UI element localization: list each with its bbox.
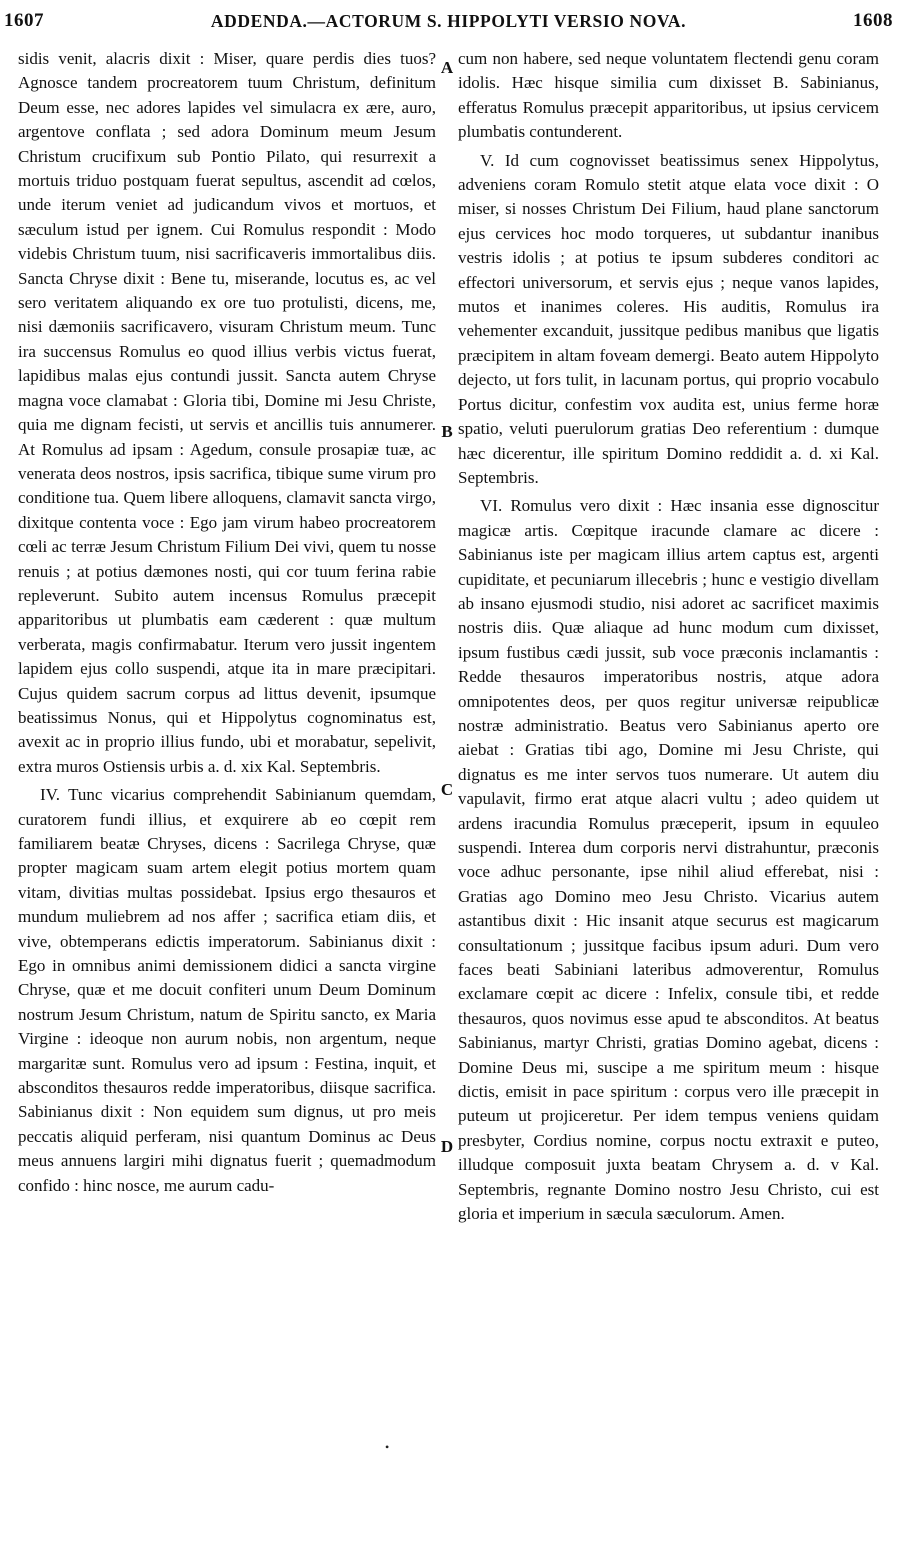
left-column xyxy=(18,47,436,1537)
page-number-left: 1607 xyxy=(4,10,44,31)
page-header xyxy=(0,0,897,40)
right-paragraph-section-vi: VI. Romulus vero dixit : Hæc insania esse dignoscitur magicæ artis. Cœpitque iracunde clamare ac dicere : Sabinianus iste per magicam illius artem captus est, argenti cupiditate, et pecuniarum illecebris ; hunc e vestigio divellam ab insano ejusmodi studio, nisi adoret ac sacrificet maximis nostris diis. Quæ aliaque ad hunc modum cum dixisset, ipsum fustibus cædi jussit, sub voce præconis inclamantis : Redde thesauros imperatoribus nostris, atque adora omnipotentes deos, per quos regitur universæ reipublicæ nostræ administratio. Beatus vero Sabinianus aperto ore aiebat : Gratias tibi ago, Domine mi Jesu Christe, qui dignatus es me inter servos tuos numerare. Ut autem diu vapulavit, firmo erat atque alacri vultu ; adeo quidem ut ardens iracundia Romulus præceperit, ipsum in equuleo suspendi. Interea dum corporis nervi distrahuntur, præconis voce adhuc personante, ipse nihil aliud efferebat, nisi : Gratias ago Domino meo Jesu Christo. Vicarius autem astantibus dixit : Hic insanit atque securus est magicarum consultationum ; jussitque facibus ipsum aduri. Dum vero faces beati Sabiniani lateribus admoverentur, Romulus exclamare cœpit ac dicere : Infelix, consule tibi, et redde thesauros, quos novimus esse apud te absconditos. At beatus Sabinianus, martyr Christi, gratias Domino agebat, dicens : Domine Deus mi, suscipe a me spiritum meum : hisque dictis, emisit in pace spiritum : corpus vero ille præcepit in puteum ut projiceretur. Per idem tempus veniens quidam presbyter, Cordius nomine, corpus noctu extraxit e puteo, illudque composuit juxta beatam Chrysem a. d. v Kal. Septembris, regnante Domino nostro Jesu Christo, cui est gloria et imperium in sæcula sæculorum. Amen. xyxy=(458,496,879,1224)
right-paragraph-section-v: V. Id cum cognovisset beatissimus senex Hippolytus, adveniens coram Romulo stetit atque elata voce dixit : O miser, si nosses Christum Dei Filium, haud plane sanctorum ejus cervices hoc modo torqueres, ut subdantur inanibus vestris idolis ; at potius te ipsum subderes conditori ac effectori universorum, et servis ejus ; neque vanos lapides, mutos et inanimes coleres. His auditis, Romulus ira vehementer excanduit, jussitque pedibus manibus que ligatis præcipitem in altam foveam demergi. Beato autem Hippolyto dejecto, ut fors tulit, in lacunam portus, qui proprio vocabulo Portus dicitur, confestim vox audita est, unius ferme horæ spatio, veluti puerulorum gratias Deo referentium : dumque hæc dicerentur, ille spiritum Domino reddidit a. d. xi Kal. Septembris. xyxy=(458,150,879,487)
margin-letter-d: D xyxy=(440,1137,454,1156)
page-number-right: 1608 xyxy=(853,10,893,31)
right-column xyxy=(458,47,879,1537)
right-paragraph-continuation: cum non habere, sed neque voluntatem flectendi genu coram idolis. Hæc hisque similia cum dixisset B. Sabinianus, efferatus Romulus præcepit apparitoribus, ut ipsius cervicem plumbatis contunderent. xyxy=(458,49,879,142)
margin-letter-b: B xyxy=(441,422,453,441)
running-title: ADDENDA.—ACTORUM S. HIPPOLYTI VERSIO NOVA. xyxy=(210,11,687,31)
margin-letter-c: C xyxy=(440,780,454,799)
print-speck: • xyxy=(385,1440,390,1454)
margin-letter-a: A xyxy=(440,58,454,77)
left-paragraph-section-iv: IV. Tunc vicarius comprehendit Sabinianum quemdam, curatorem fundi illius, et exquirere ab eo cœpit rem familiarem beatæ Chryses, dicens : Sacrilega Chryse, quæ propter magicam suam artem elegit potius mortem quam vitam, divitias multas possidebat. Ipsius ergo thesauros et mundum muliebrem ad nos affer ; sacrifica etiam diis, et vive, obtemperans edictis imperatorum. Sabinianus dixit : Ego in omnibus animi demissionem didici a sancta virgine Chryse, quæ et me docuit confiteri unum Deum Dominum nostrum Jesum Christum, natum de Spiritu sancto, ex Maria Virgine : ideoque non aurum nobis, non argentum, neque margaritæ sunt. Romulus vero ad ipsum : Festina, inquit, et absconditos thesauros redde imperatoribus, diisque sacrifica. Sabinianus dixit : Non equidem sum dignus, ut pro meis peccatis aliquid perferam, nisi quantum Dominus ac Deus meus annuens largiri mihi dignatus fuerit ; quemadmodum confido : hinc nosce, me aurum cadu- xyxy=(18,785,436,1195)
left-paragraph-continuation: sidis venit, alacris dixit : Miser, quare perdis dies tuos? Agnosce tandem procreatorem tuum Christum, definitum Deum esse, nec adores lapides vel simulacra ex ære, auro, argentove conflata ; sed adora Dominum meum Jesum Christum crucifixum sub Pontio Pilato, qui resurrexit a mortuis triduo postquam fuerat sepultus, ascendit ad cœlos, unde iterum veniet ad judicandum vivos et mortuos, et sæculum istud per ignem. Cui Romulus respondit : Modo videbis Christum tuum, nisi sacrificaveris immortalibus diis. Sancta Chryse dixit : Bene tu, miserande, locutus es, ac vel sero veritatem aliquando ex ore tuo protulisti, dicens, me, nisi dæmoniis sacrificavero, visuram Christum meum. Tunc ira succensus Romulus eo quod illius verbis victus fuerat, lapidibus malas ejus contundi jussit. Sancta autem Chryse magna voce clamabat : Gloria tibi, Domine mi Jesu Christe, quia me dignam fecisti, ut servis et ancillis tuis annumerer. At Romulus ad ipsam : Agedum, consule prosapiæ tuæ, ac venerata deos nostros, ipsis sacrifica, tibique sume virum pro conditione tua. Quem libere alloquens, clamavit sancta virgo, dixitque contenta voce : Ego jam virum habeo procreatorem cœli ac terræ Jesum Christum Filium Dei vivi, quem tu nosse renuis ; at potius dæmones nosti, qui cor tuum ferina rabie repleverunt. Subito autem incensus Romulus præcepit apparitoribus ut plumbatis eam cæderent : quæ multum verberata, magis confirmabatur. Iterum vero jussit ingentem lapidem ejus collo suspendi, atque ita in mare præcipitari. Cujus quidem sacrum corpus ad littus devenit, ipsumque beatissimus Nonus, qui et Hippolytus cognominatus est, avexit ac in proprio illius fundo, ubi et morabatur, sepelivit, extra muros Ostiensis urbis a. d. xix Kal. Septembris. xyxy=(18,49,436,776)
